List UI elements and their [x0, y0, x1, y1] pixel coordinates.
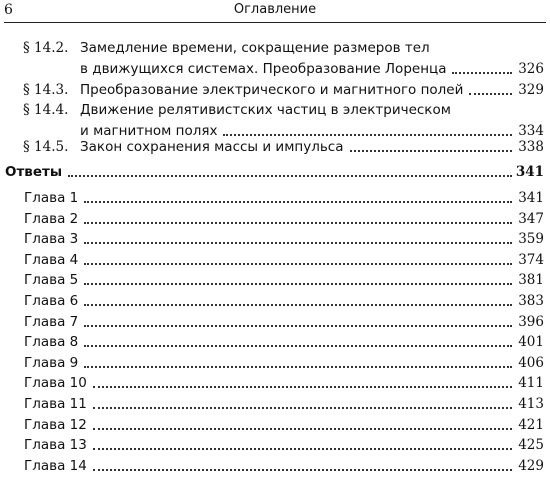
toc-entry-14-4[interactable]	[0, 100, 550, 142]
page-ref: 341	[518, 190, 544, 206]
toc-entry-chapter[interactable]	[0, 312, 550, 333]
dot-leader	[93, 407, 512, 409]
toc-entry-chapter[interactable]	[0, 456, 550, 477]
running-title: Оглавление	[233, 2, 317, 17]
dot-leader	[223, 134, 512, 136]
toc-leader-line	[24, 209, 544, 230]
page-header	[4, 0, 546, 23]
toc-entry-chapter[interactable]	[0, 435, 550, 456]
chapter-label: Глава 10	[24, 375, 87, 392]
toc-entry-chapter[interactable]	[0, 415, 550, 436]
page-ref: 413	[518, 396, 544, 412]
chapter-label: Глава 11	[24, 396, 87, 412]
toc-leader-line	[24, 456, 544, 477]
page-ref: 359	[518, 231, 544, 248]
chapter-label: Глава 14	[24, 457, 87, 474]
toc-leader-line	[80, 59, 544, 80]
section-title-line: Движение релятивистских частиц в электрическом	[80, 102, 451, 118]
dot-leader	[469, 93, 512, 95]
page-ref: 347	[518, 210, 544, 227]
page-ref: 334	[518, 123, 544, 139]
toc-leader-line	[24, 415, 544, 436]
chapter-label: Глава 13	[24, 437, 87, 454]
dot-leader	[84, 345, 512, 347]
page-ref: 396	[518, 313, 544, 330]
dot-leader	[84, 304, 512, 306]
dot-leader	[84, 366, 512, 368]
chapter-label: Глава 9	[24, 354, 79, 371]
page-ref: 374	[518, 251, 544, 268]
dot-leader	[350, 150, 513, 152]
toc-entry-chapter[interactable]	[0, 394, 550, 415]
toc-entry-chapter[interactable]	[0, 229, 550, 250]
page-ref: 381	[518, 272, 544, 289]
dot-leader	[452, 72, 512, 74]
toc-entry-answers[interactable]	[0, 162, 550, 183]
dot-leader	[93, 386, 512, 388]
toc-leader-line	[80, 80, 544, 101]
dot-leader	[84, 242, 512, 244]
toc-entry-14-5[interactable]	[0, 137, 550, 158]
dot-leader	[93, 469, 512, 471]
dot-leader	[93, 448, 512, 450]
section-number: § 14.5.	[23, 139, 69, 155]
toc-entry-chapter[interactable]	[0, 373, 550, 394]
page-ref: 338	[518, 139, 544, 155]
page-ref: 406	[518, 354, 544, 371]
section-title-line: Закон сохранения массы и импульса	[80, 139, 344, 155]
section-number: § 14.2.	[23, 40, 69, 56]
dot-leader	[93, 428, 512, 430]
section-number: § 14.4.	[23, 102, 69, 118]
toc-entry-chapter[interactable]	[0, 332, 550, 353]
toc-entry-chapter[interactable]	[0, 209, 550, 230]
toc-entry-14-2[interactable]	[0, 38, 550, 80]
dot-leader	[84, 263, 512, 265]
toc-leader-line	[24, 332, 544, 353]
toc-leader-line	[24, 312, 544, 333]
chapter-label: Глава 1	[24, 190, 79, 206]
toc-leader-line	[24, 291, 544, 312]
toc-leader-line	[24, 270, 544, 291]
section-number: § 14.3.	[23, 82, 69, 98]
dot-leader	[84, 283, 512, 285]
section-title-line: и магнитном полях	[80, 123, 218, 139]
section-title-line: Замедление времени, сокращение размеров тел	[80, 40, 430, 56]
toc-entry-chapter[interactable]	[0, 250, 550, 271]
answers-heading: Ответы	[5, 164, 63, 180]
dot-leader	[68, 175, 512, 177]
toc-leader-line	[24, 353, 544, 374]
toc-entry-14-3[interactable]	[0, 80, 550, 101]
page-ref: 425	[518, 437, 544, 454]
toc-leader-line	[5, 162, 544, 183]
chapter-label: Глава 6	[24, 293, 79, 309]
section-title-line: в движущихся системах. Преобразование Лоренца	[80, 61, 447, 77]
chapter-label: Глава 7	[24, 313, 79, 330]
toc-leader-line	[80, 137, 544, 158]
toc-entry-chapter[interactable]	[0, 291, 550, 312]
toc-entry-chapter[interactable]	[0, 270, 550, 291]
page-ref: 329	[518, 82, 544, 98]
chapter-label: Глава 8	[24, 334, 79, 351]
toc-leader-line	[24, 373, 544, 394]
section-title-line: Преобразование электрического и магнитного полей	[80, 82, 464, 98]
dot-leader	[84, 201, 512, 203]
toc-leader-line	[24, 394, 544, 415]
page-ref: 421	[518, 416, 544, 433]
chapter-label: Глава 12	[24, 416, 87, 433]
dot-leader	[84, 325, 512, 327]
page-ref: 411	[518, 375, 544, 392]
toc-leader-line	[24, 250, 544, 271]
page-ref: 383	[518, 293, 544, 309]
toc-entry-chapter[interactable]	[0, 188, 550, 209]
page-ref: 341	[515, 164, 544, 180]
page-ref: 429	[518, 457, 544, 474]
toc-leader-line	[24, 435, 544, 456]
chapter-label: Глава 4	[24, 251, 79, 268]
page-number: 6	[4, 2, 13, 18]
chapter-label: Глава 3	[24, 231, 79, 248]
toc-entry-chapter[interactable]	[0, 353, 550, 374]
page-ref: 326	[518, 61, 544, 77]
dot-leader	[84, 222, 512, 224]
chapter-label: Глава 5	[24, 272, 79, 289]
chapter-label: Глава 2	[24, 210, 79, 227]
toc-leader-line	[24, 229, 544, 250]
page-ref: 401	[518, 334, 544, 351]
toc-leader-line	[24, 188, 544, 209]
